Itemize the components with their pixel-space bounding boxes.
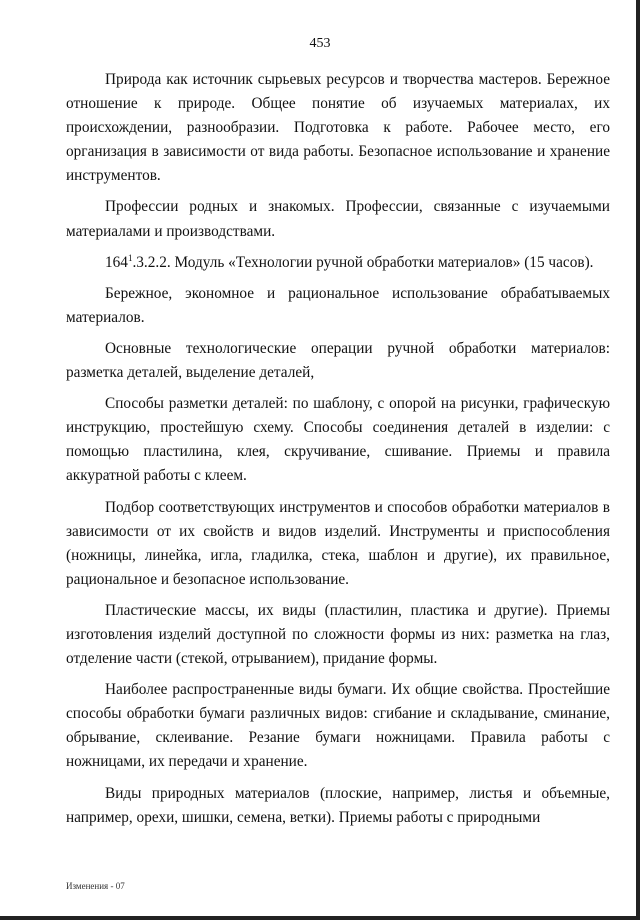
paragraph: Подбор соответствующих инструментов и способов обработки материалов в зависимости от их свойств и видов изделий. Инструменты и приспособления (ножницы, линейка, игла, гладилка, стека, шаблон и другие), их правильное, рациональное и безопасное использование. bbox=[66, 498, 610, 588]
footer-revision-note: Изменения - 07 bbox=[66, 881, 125, 891]
scan-edge-bottom bbox=[0, 916, 640, 920]
module-number-superscript: 1 bbox=[127, 252, 133, 263]
scan-edge-right bbox=[636, 0, 640, 920]
paragraph: Природа как источник сырьевых ресурсов и творчества мастеров. Бережное отношение к природе. Общее понятие об изучаемых материалах, их происхождении, разнообразии. Подготовка к работе. Рабочее место, его организация в зависимости от вида работы. Безопасное использование и хранение инструментов. bbox=[66, 71, 610, 185]
document-body bbox=[66, 68, 610, 837]
paragraph: Основные технологические операции ручной обработки материалов: разметка деталей, выделение деталей, bbox=[66, 339, 610, 382]
paragraph: Виды природных материалов (плоские, например, листья и объемные, например, орехи, шишки, семена, ветки). Приемы работы с природными bbox=[66, 784, 610, 826]
paragraph: Наиболее распространенные виды бумаги. Их общие свойства. Простейшие способы обработки бумаги различных видов: сгибание и складывание, сминание, обрывание, склеивание. Резание бумаги ножницами. Правила работы с ножницами, их передачи и хранение. bbox=[66, 681, 610, 771]
paragraph: Пластические массы, их виды (пластилин, пластика и другие). Приемы изготовления изделий доступной по сложности формы из них: разметка на глаз, отделение части (стекой, отрыванием), придание формы. bbox=[66, 601, 610, 668]
module-heading-text: .3.2.2. Модуль «Технологии ручной обработки материалов» (15 часов). bbox=[132, 253, 594, 271]
paragraph: Способы разметки деталей: по шаблону, с опорой на рисунки, графическую инструкцию, простейшую схему. Способы соединения деталей в изделии: с помощью пластилина, клея, скручивание, сшивание. Приемы и правила аккуратной работы с клеем. bbox=[66, 395, 610, 485]
paragraph: Профессии родных и знакомых. Профессии, связанные с изучаемыми материалами и производствами. bbox=[66, 198, 610, 240]
page-number: 453 bbox=[309, 36, 331, 51]
module-number: 164 bbox=[105, 253, 128, 271]
module-heading bbox=[66, 251, 610, 275]
paragraph: Бережное, экономное и рациональное использование обрабатываемых материалов. bbox=[66, 284, 610, 326]
